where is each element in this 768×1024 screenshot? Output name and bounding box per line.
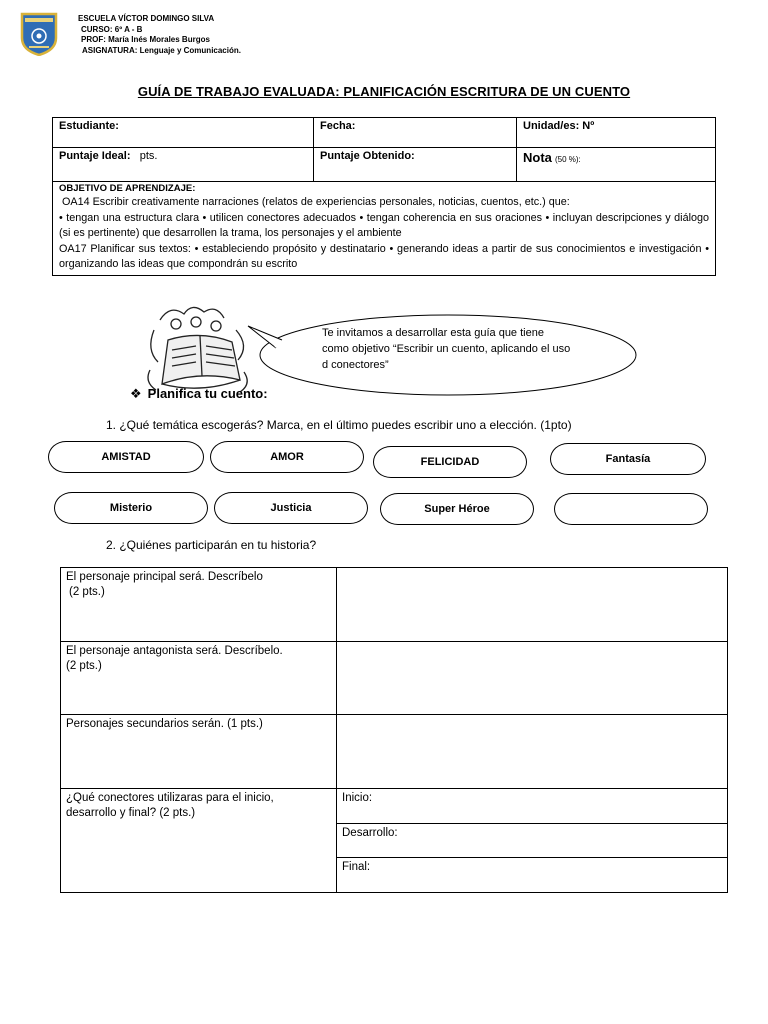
main-character-points: (2 pts.): [69, 586, 105, 598]
student-info-table: [52, 117, 716, 276]
antagonist-answer[interactable]: [337, 642, 728, 715]
objective-oa17: OA17 Planificar sus textos: • estableciendo propósito y destinatario • generando ideas a partir de sus conocimientos e investigación • organizando las ideas que compondrán su escrito: [59, 242, 709, 270]
school-name: ESCUELA VÍCTOR DOMINGO SILVA: [78, 14, 215, 23]
final-answer[interactable]: [337, 858, 728, 893]
question-1: 1. ¿Qué temática escogerás? Marca, en el último puedes escribir uno a elección. (1pto): [106, 418, 572, 432]
antagonist-label: El personaje antagonista será. Descríbelo.: [66, 645, 283, 657]
question-2: 2. ¿Quiénes participarán en tu historia?: [106, 538, 317, 552]
objective-bullets: • tengan una estructura clara • utilicen conectores adecuados • tengan coherencia en sus oraciones • incluyan descripciones y diálogo (si es pertinente) que desarrollen la trama, los personajes y el ambiente: [59, 211, 709, 239]
nota-label: Nota: [523, 150, 552, 165]
ideal-score-value: pts.: [139, 150, 158, 162]
objective-heading: OBJETIVO DE APRENDIZAJE:: [59, 183, 196, 194]
teacher-line: PROF: María Inés Morales Burgos: [81, 35, 210, 44]
section-title-text: Planifica tu cuento:: [147, 386, 268, 401]
main-character-answer[interactable]: [337, 568, 728, 642]
learning-objective: [53, 182, 716, 276]
date-label: Fecha:: [320, 120, 356, 132]
theme-option-custom[interactable]: [554, 493, 708, 525]
bubble-text: Te invitamos a desarrollar esta guía que tiene como objetivo “Escribir un cuento, aplicando el uso d conectores”: [322, 327, 571, 371]
theme-option-amistad[interactable]: AMISTAD: [48, 441, 204, 473]
obtained-score-label: Puntaje Obtenido:: [320, 150, 415, 162]
theme-option-justicia[interactable]: Justicia: [214, 492, 368, 524]
connectors-points: desarrollo y final? (2 pts.): [66, 807, 196, 819]
diamond-bullet-icon: ❖: [130, 386, 142, 401]
unit-label: Unidad/es: Nº: [523, 120, 595, 132]
nota-percent: (50 %):: [554, 155, 581, 164]
page-title: GUÍA DE TRABAJO EVALUADA: PLANIFICACIÓN ESCRITURA DE UN CUENTO: [137, 84, 631, 99]
student-label: Estudiante:: [59, 120, 119, 132]
connectors-label: ¿Qué conectores utilizaras para el inicio,: [66, 792, 274, 804]
final-label: Final:: [342, 861, 371, 873]
reading-monster-illustration: [140, 300, 258, 396]
antagonist-points: (2 pts.): [66, 660, 102, 672]
course-line: CURSO: 6º A - B: [81, 24, 143, 34]
section-title: [130, 386, 268, 402]
main-character-label: El personaje principal será. Descríbelo: [66, 571, 263, 583]
theme-option-fantasia[interactable]: Fantasía: [550, 443, 706, 475]
ideal-score-label: Puntaje Ideal:: [59, 150, 131, 162]
secondary-characters-label: Personajes secundarios serán. (1 pts.): [66, 718, 263, 730]
inicio-answer[interactable]: [337, 789, 728, 824]
inicio-label: Inicio:: [342, 792, 373, 804]
theme-option-super-heroe[interactable]: Super Héroe: [380, 493, 534, 525]
characters-table: [60, 567, 728, 893]
desarrollo-answer[interactable]: [337, 824, 728, 858]
theme-option-amor[interactable]: AMOR: [210, 441, 364, 473]
subject-line: ASIGNATURA: Lenguaje y Comunicación.: [82, 45, 241, 55]
theme-option-felicidad[interactable]: FELICIDAD: [373, 446, 527, 478]
desarrollo-label: Desarrollo:: [342, 827, 398, 839]
school-logo: [20, 12, 58, 56]
secondary-characters-answer[interactable]: [337, 715, 728, 789]
objective-oa14: OA14 Escribir creativamente narraciones (relatos de experiencias personales, noticias, cuentos, etc.) que:: [62, 196, 570, 208]
school-header: [78, 14, 241, 56]
theme-option-misterio[interactable]: Misterio: [54, 492, 208, 524]
